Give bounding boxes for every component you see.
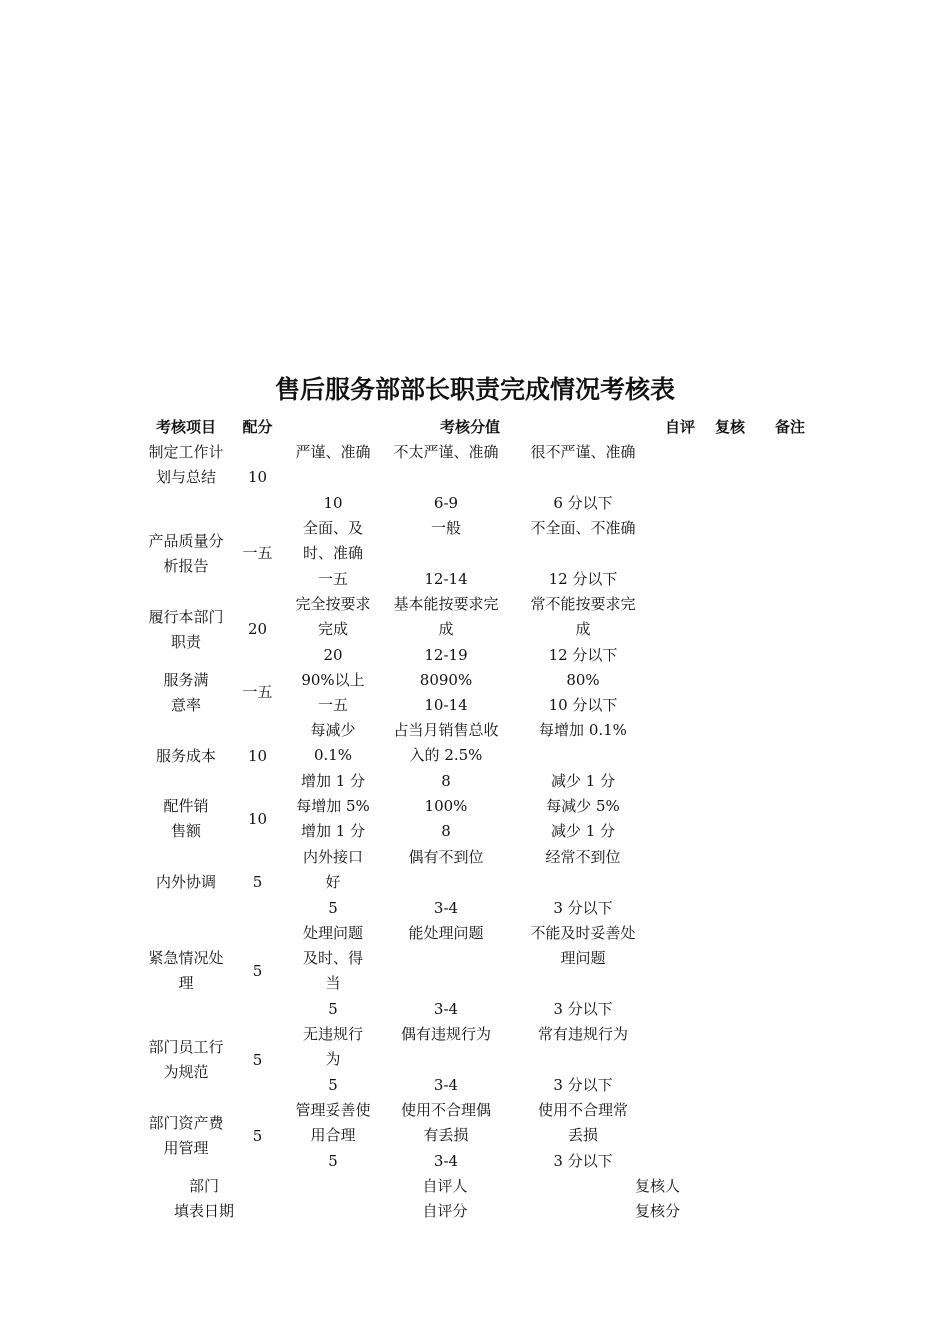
score-2-cell: 3-4 [433, 1076, 459, 1094]
header-self: 自评 [664, 418, 695, 436]
header-score: 配分 [242, 418, 273, 436]
criteria-3-cell: 常有违规行为 [537, 1025, 628, 1043]
score-1-cell: 5 [328, 1076, 338, 1094]
criteria-1-cell: 完全按要求完成 [295, 595, 371, 638]
footer-reviewer-label: 复核人 [634, 1177, 680, 1195]
item-cell: 配件销售额 [163, 797, 209, 840]
criteria-2-cell: 偶有不到位 [408, 848, 484, 866]
score-2-cell: 12-19 [424, 646, 468, 664]
criteria-1-cell: 严谨、准确 [295, 443, 371, 461]
score-1-cell: 增加 1 分 [300, 822, 366, 840]
score-2-cell: 3-4 [433, 899, 459, 917]
criteria-2-cell: 8090% [419, 671, 473, 689]
score-1-cell: 20 [323, 646, 343, 664]
score-2-cell: 12-14 [424, 570, 468, 588]
score-3-cell: 3 分以下 [553, 1076, 613, 1094]
score-3-cell: 12 分以下 [548, 646, 618, 664]
footer-dept-label: 部门 [188, 1177, 219, 1195]
criteria-2-cell: 不太严谨、准确 [393, 443, 499, 461]
item-cell: 产品质量分析报告 [148, 532, 224, 575]
criteria-2-cell: 使用不合理偶有丢损 [400, 1101, 491, 1144]
footer-self-score-label: 自评分 [422, 1202, 468, 1220]
footer-review-score-label: 复核分 [634, 1202, 680, 1220]
criteria-1-cell: 全面、及时、准确 [302, 519, 363, 562]
item-cell: 履行本部门职责 [148, 608, 224, 651]
criteria-2-cell: 基本能按要求完成 [393, 595, 499, 638]
score-2-cell: 8 [441, 772, 451, 790]
score-cell: 10 [247, 468, 268, 486]
score-1-cell: 5 [328, 1000, 338, 1018]
score-3-cell: 3 分以下 [553, 1000, 613, 1018]
score-cell: 5 [252, 873, 263, 891]
criteria-1-cell: 管理妥善使用合理 [295, 1101, 371, 1144]
criteria-1-cell: 90%以上 [301, 671, 365, 689]
criteria-1-cell: 每增加 5% [296, 797, 370, 815]
item-cell: 服务满意率 [163, 671, 209, 714]
document-title: 售后服务部部长职责完成情况考核表 [274, 375, 675, 404]
item-cell: 服务成本 [155, 747, 216, 765]
criteria-3-cell: 经常不到位 [545, 848, 621, 866]
score-1-cell: 一五 [317, 696, 348, 714]
score-cell: 10 [247, 747, 268, 765]
score-1-cell: 10 [323, 494, 343, 512]
score-1-cell: 5 [328, 1152, 338, 1170]
item-cell: 部门员工行为规范 [148, 1038, 224, 1081]
score-cell: 一五 [242, 544, 273, 562]
score-3-cell: 减少 1 分 [550, 822, 616, 840]
score-cell: 10 [247, 810, 268, 828]
score-cell: 一五 [242, 683, 273, 701]
score-cell: 5 [252, 1127, 263, 1145]
criteria-2-cell: 一般 [430, 519, 461, 537]
criteria-2-cell: 偶有违规行为 [400, 1025, 491, 1043]
score-2-cell: 8 [441, 822, 451, 840]
score-3-cell: 12 分以下 [548, 570, 618, 588]
footer-fill-date-label: 填表日期 [173, 1202, 234, 1220]
score-2-cell: 10-14 [424, 696, 468, 714]
item-cell: 紧急情况处理 [148, 949, 224, 992]
score-cell: 20 [247, 620, 268, 638]
criteria-3-cell: 常不能按要求完成 [530, 595, 636, 638]
criteria-1-cell: 处理问题及时、得当 [302, 924, 363, 992]
score-cell: 5 [252, 1051, 263, 1069]
score-2-cell: 3-4 [433, 1000, 459, 1018]
header-values: 考核分值 [439, 418, 500, 436]
item-cell: 制定工作计划与总结 [148, 443, 224, 486]
score-3-cell: 减少 1 分 [550, 772, 616, 790]
score-2-cell: 3-4 [433, 1152, 459, 1170]
header-review: 复核 [714, 418, 745, 436]
score-2-cell: 6-9 [433, 494, 459, 512]
criteria-3-cell: 不能及时妥善处理问题 [530, 924, 636, 967]
item-cell: 部门资产费用管理 [148, 1114, 224, 1157]
score-3-cell: 3 分以下 [553, 1152, 613, 1170]
score-3-cell: 10 分以下 [548, 696, 618, 714]
criteria-2-cell: 100% [424, 797, 468, 815]
criteria-3-cell: 80% [566, 671, 600, 689]
criteria-2-cell: 占当月销售总收入的 2.5% [393, 721, 499, 764]
footer-self-person-label: 自评人 [422, 1177, 468, 1195]
score-3-cell: 3 分以下 [553, 899, 613, 917]
criteria-3-cell: 很不严谨、准确 [530, 443, 636, 461]
criteria-3-cell: 使用不合理常丢损 [537, 1101, 628, 1144]
item-cell: 内外协调 [155, 873, 216, 891]
score-1-cell: 5 [328, 899, 338, 917]
score-cell: 5 [252, 962, 263, 980]
criteria-1-cell: 内外接口好 [302, 848, 363, 891]
score-1-cell: 一五 [317, 570, 348, 588]
header-item: 考核项目 [155, 418, 216, 436]
criteria-3-cell: 每减少 5% [546, 797, 620, 815]
criteria-3-cell: 不全面、不准确 [530, 519, 636, 537]
criteria-1-cell: 每减少 0.1% [310, 721, 356, 764]
criteria-3-cell: 每增加 0.1% [539, 721, 627, 739]
score-3-cell: 6 分以下 [553, 494, 613, 512]
criteria-2-cell: 能处理问题 [408, 924, 484, 942]
header-note: 备注 [774, 418, 805, 436]
criteria-1-cell: 无违规行为 [302, 1025, 363, 1068]
score-1-cell: 增加 1 分 [300, 772, 366, 790]
